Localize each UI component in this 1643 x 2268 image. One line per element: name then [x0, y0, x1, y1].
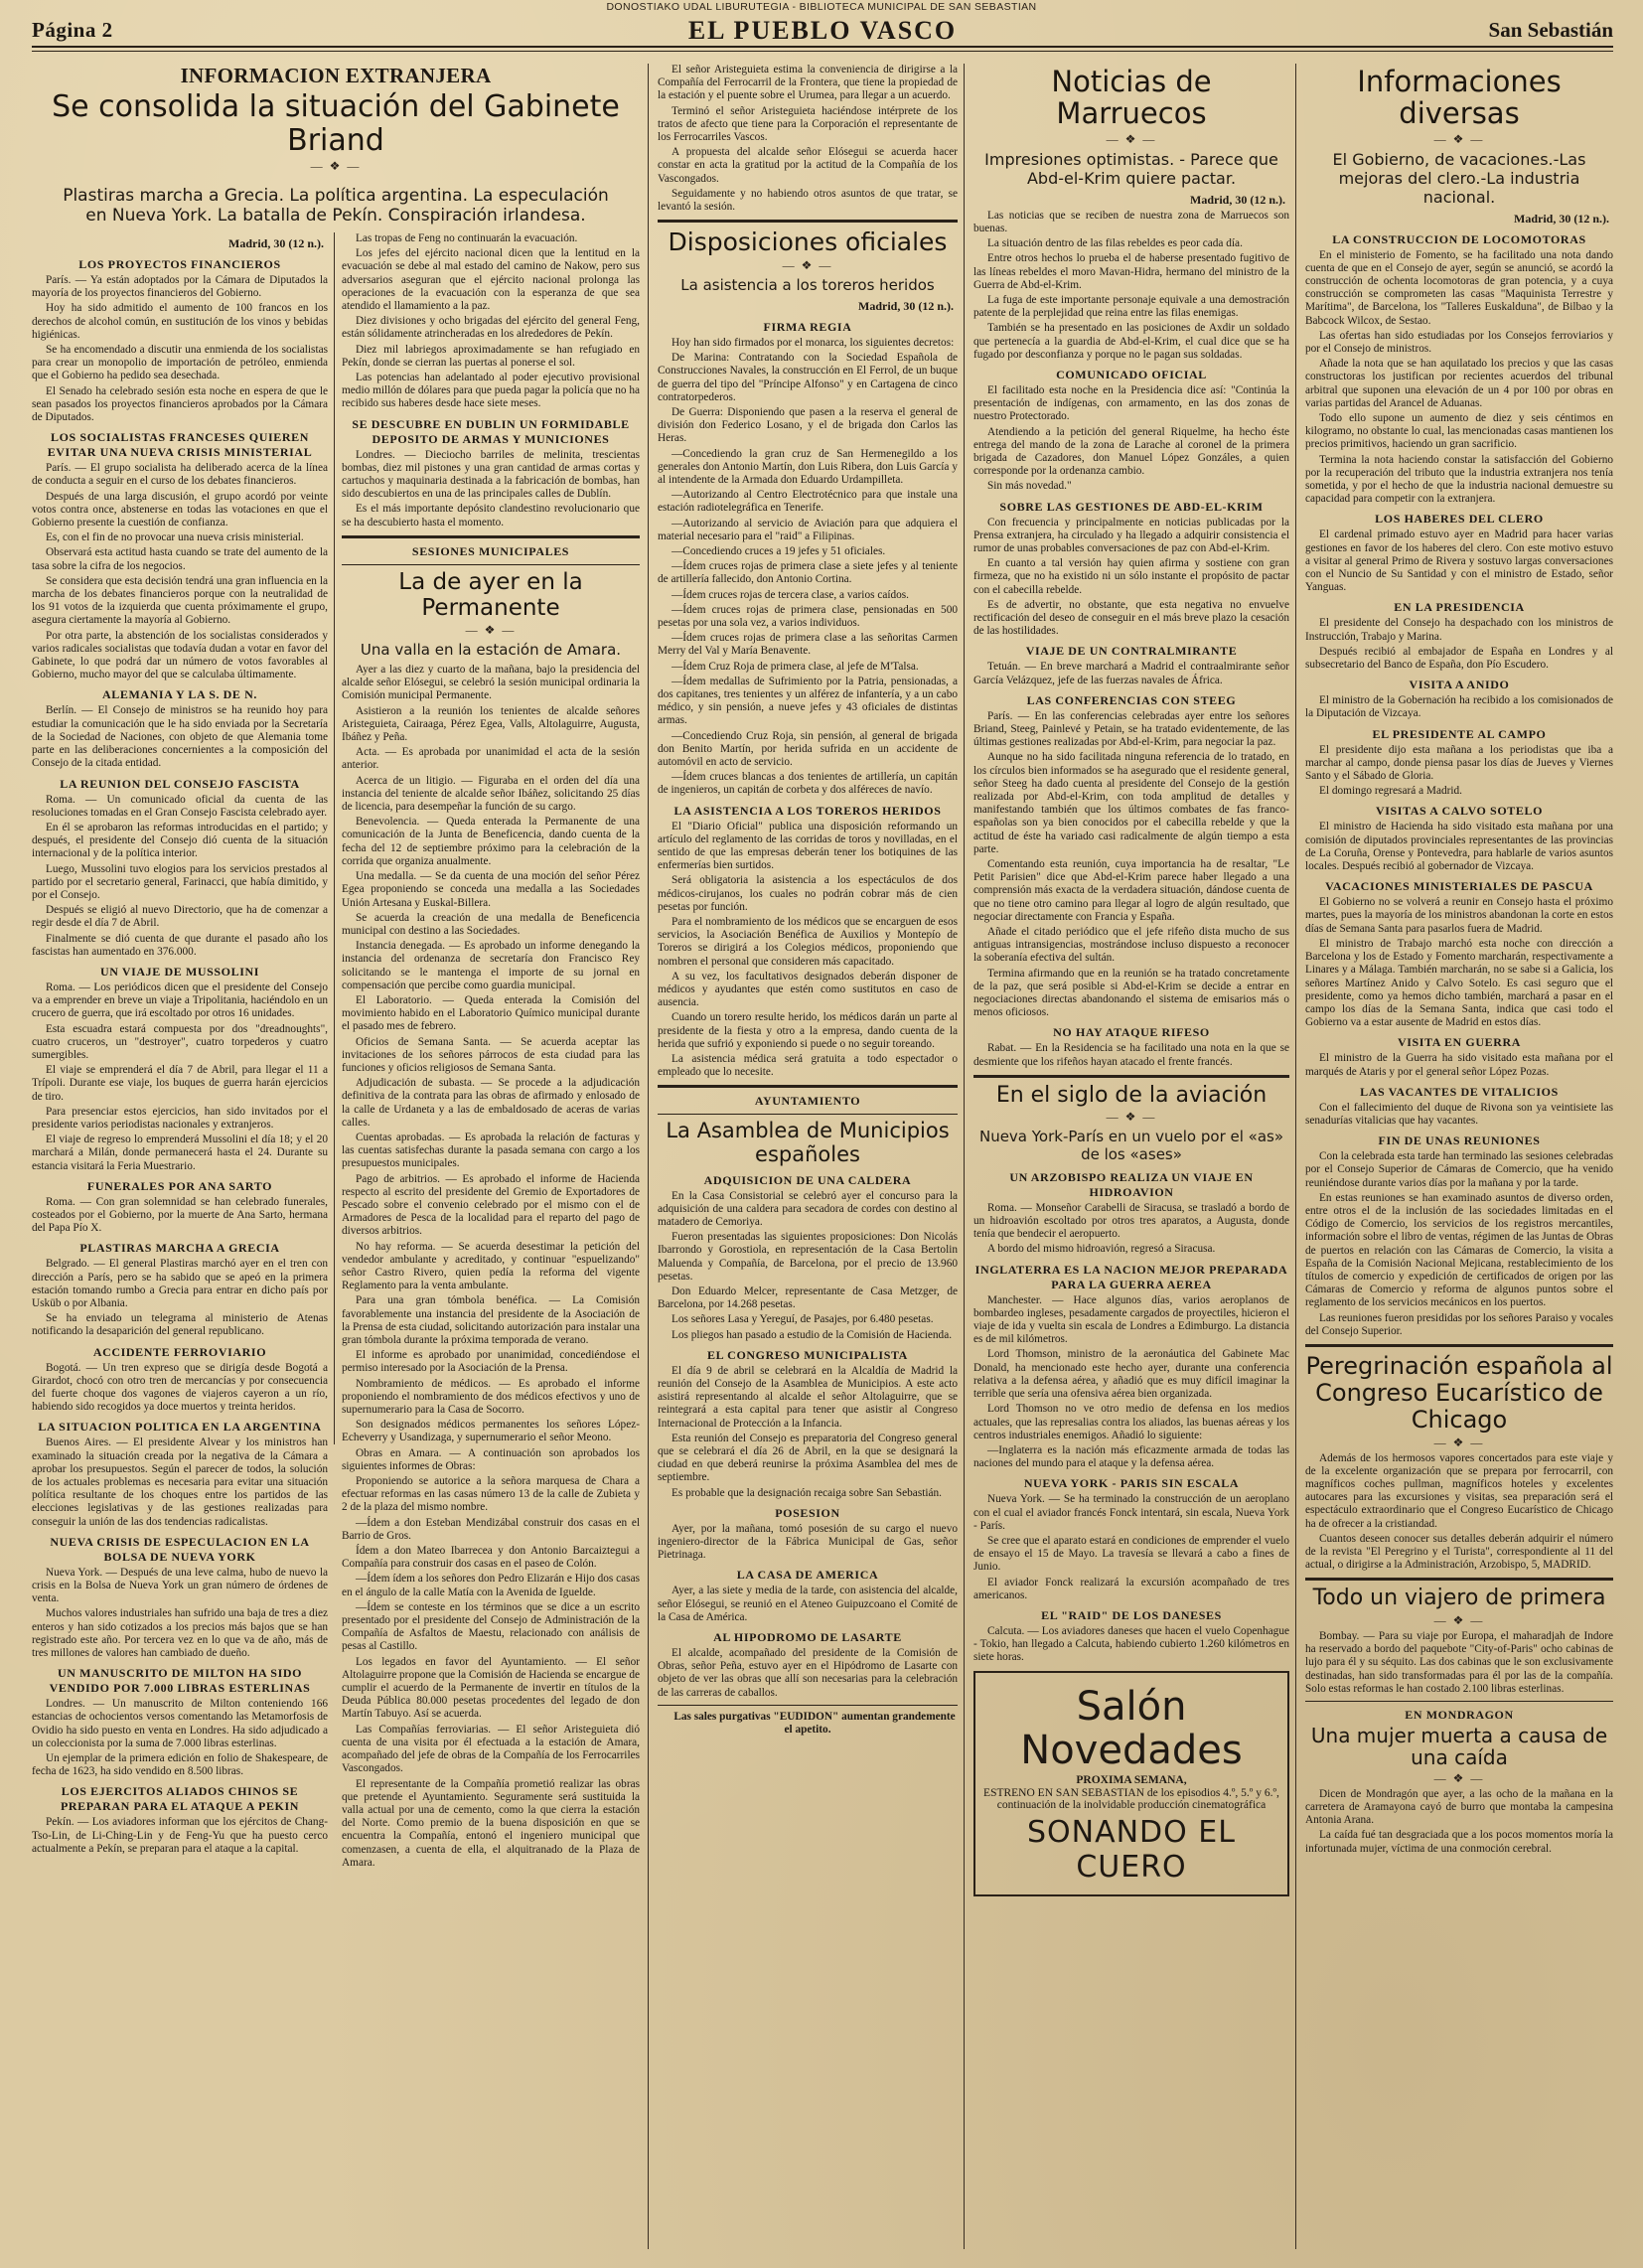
news-paragraph: Luego, Mussolini tuvo elogios para los servicios prestados al partido por el secretario general, Farinacci, que había dimitido, y por el Consejo. — [32, 862, 328, 901]
official-column — [658, 64, 958, 2249]
chicago-headline: Peregrinación española al Congreso Eucarístico de Chicago — [1305, 1351, 1613, 1434]
masthead-rule — [32, 51, 1613, 52]
news-paragraph: Las Compañías ferroviarias. — El señor Aristeguieta dió cuenta de una visita por él efectuada a la estación de Amara, acompañado del jefe de obras de la Compañía de los Ferrocarriles Vascongados. — [342, 1723, 640, 1775]
foreign-news-left — [32, 232, 328, 1855]
news-paragraph: El Laboratorio. — Queda enterada la Comisión del movimiento habido en el Laboratorio Químico municipal durante el pasado mes de febrero. — [342, 993, 640, 1033]
foreign-news-column — [32, 64, 640, 2249]
news-paragraph: En el ministerio de Fomento, se ha facilitado una nota dando cuenta de que en el Consejo de ayer, según se anunció, se acordó la construcción de ochenta locomotoras de gran potencia, y a cuya construcción se comprometen las casas "Maquinista Terrestre y Marítima", de Barcelona, los "Talleres Euskalduna", de Bilbao y la Babcock Wilcox, de Sestao. — [1305, 248, 1613, 327]
dateline: Madrid, 30 (12 n.). — [858, 298, 954, 313]
news-paragraph: Se acuerda la creación de una medalla de Beneficencia municipal con destino a las Sociedades. — [342, 911, 640, 937]
news-item-heading: VISITAS A CALVO SOTELO — [1375, 804, 1544, 819]
news-item-heading: VISITA A ANIDO — [1409, 678, 1510, 692]
section-rule — [658, 1705, 958, 1706]
news-paragraph: El señor Aristeguieta estima la conveniencia de dirigirse a la Compañía del Ferrocarril de la Frontera, que tiene la propiedad de la estación y el puente sobre el Urumea, para llegar a un acuerdo. — [658, 64, 958, 102]
news-paragraph: Termina la nota haciendo constar la satisfacción del Gobierno por la recuperación del tributo que la industria extranjera nos tenía sometida, y por el hecho de que la industria nacional demuestre su capacidad para competir con la extranjera. — [1305, 453, 1613, 506]
news-paragraph: Cuando un torero resulte herido, los médicos darán un parte al presidente de la fiesta y otro a la empresa, dando cuenta de la herida que sufrió y exponiendo si puede o no seguir toreando. — [658, 1011, 958, 1050]
news-paragraph: Las tropas de Feng no continuarán la evacuación. — [356, 232, 578, 244]
article-body — [1305, 1630, 1613, 1696]
news-paragraph: Hoy ha sido admitido el aumento de 100 francos en los derechos de alcohol común, en sustitución de los vinos y bebidas higiénicas. — [32, 302, 328, 341]
news-paragraph: El Senado ha celebrado sesión esta noche en espera de que le sean pasados los proyectos financieros aprobados por la Cámara de Diputados. — [32, 384, 328, 424]
news-paragraph: Finalmente se dió cuenta de que durante el pasado año los fascistas han aumentado en 376.000. — [32, 932, 328, 958]
news-paragraph: Será obligatoria la asistencia a los espectáculos de dos médicos-cirujanos, los cuales no podrán cobrar más de cien pesetas por función. — [658, 874, 958, 913]
advert-line: Las sales purgativas "EUDIDON" aumentan grandemente el apetito. — [673, 1710, 956, 1737]
news-item-heading: LAS VACANTES DE VITALICIOS — [1360, 1084, 1559, 1099]
section-rule — [658, 1114, 958, 1115]
article-body — [973, 1202, 1289, 1257]
news-paragraph: Además de los hermosos vapores concertados para este viaje y de la excelente organización que se prepara por ferrocarril, con magníficos coches pullman, magníficos hoteles y excelentes autocares para las excursiones y visitas, sea preparación será el espectáculo extraordinario que el Congreso Eucarístico de Chicago ha de ofrecer a la cristiandad. — [1305, 1451, 1613, 1530]
news-paragraph: Nueva York. — Después de una leve calma, hubo de nuevo la crisis en la Bolsa de Nueva York un gran número de órdenes de venta. — [32, 1566, 328, 1605]
news-item-heading: SE DESCUBRE EN DUBLIN UN FORMIDABLE DEPOSITO DE ARMAS Y MUNICIONES — [352, 416, 630, 446]
nyparis-head: NUEVA YORK - PARIS SIN ESCALA — [1023, 1476, 1240, 1491]
news-paragraph: Bombay. — Para su viaje por Europa, el maharadjah de Indore ha reservado a bordo del paquebote "City-of-Paris" ocho cabinas de lujo para él y su séquito. Las dos cabinas que le son exclusivamente destinadas, han sido transformadas para él por las de la compañía. Solo estas reformas le han costado 2.100 libras esterlinas. — [1305, 1630, 1613, 1695]
dateline: Madrid, 30 (12 n.). — [228, 236, 324, 250]
news-paragraph: La caída fué tan desgraciada que a los pocos momentos moría la infortunada mujer, víctima de una conmoción cerebral. — [1305, 1829, 1613, 1855]
news-paragraph: Fueron presentadas las siguientes proposiciones: Don Nicolás Ibarrondo y Gorostiola, en representación de la Casa Bertolin Maluenda y Compañía, de Barcelona, por el precio de 13.960 pesetas. — [658, 1231, 958, 1283]
column-rule — [648, 64, 649, 2249]
ornament: — ❖ — — [465, 623, 517, 638]
masthead — [32, 16, 1613, 48]
news-paragraph: Se considera que esta decisión tendrá una gran influencia en la marcha de los debates financieros porque con la neutralidad de los 91 votos de la izquierda que cuenta próximamente el grupo, asegura ciertamente la mayoría al Gobierno. — [32, 574, 328, 627]
morocco-subhead: Impresiones optimistas. - Parece que Abd-el-Krim quiere pactar. — [984, 149, 1278, 188]
news-item-heading: LOS HABERES DEL CLERO — [1375, 512, 1544, 527]
news-paragraph: —Ídem cruces rojas de primera clase a siete jefes y al teniente de artillería fallecido, don Antonio Cortina. — [658, 560, 958, 586]
section-rule — [1305, 1344, 1613, 1347]
cinema-advert — [973, 1671, 1289, 1896]
news-paragraph: El informe es aprobado por unanimidad, concediéndose el permiso interesado por la Asociación de la Prensa. — [342, 1349, 640, 1375]
ornament: — ❖ — — [1433, 131, 1485, 146]
news-paragraph: Después recibió al embajador de España en Londres y al subsecretario del Banco de España, don Pío Escudero. — [1305, 645, 1613, 672]
news-paragraph: Pekín. — Los aviadores informan que los ejércitos de Chang-Tso-Lin, de Li-Ching-Lin y de Feng-Yu que ha puesto cerco actualmente a Pekín, se preparan para el ataque a la capital. — [32, 1816, 328, 1855]
news-paragraph: Lord Thomson, ministro de la aeronáutica del Gabinete Mac Donald, ha mencionado este hecho ayer, durante una conferencia relativa a la defensa aérea, y añadió que es muy difícil imaginar la terrible que sería una ofensiva aérea bien organizada. — [973, 1348, 1289, 1401]
news-item-heading: PLASTIRAS MARCHA A GRECIA — [79, 1241, 280, 1256]
article-body — [1305, 1788, 1613, 1856]
news-paragraph: El aviador Fonck realizará la excursión acompañado de tres americanos. — [973, 1576, 1289, 1601]
news-paragraph: Observará esta actitud hasta cuando se trate del aumento de la tasa sobre la cifra de los negocios. — [32, 546, 328, 572]
news-paragraph: Una medalla. — Se da cuenta de una moción del señor Pérez Egea proponiendo se conceda una medalla a las Sociedades Unión Artesana y Euskal-Billera. — [342, 870, 640, 909]
news-item-heading: ALEMANIA Y LA S. DE N. — [102, 687, 257, 702]
news-paragraph: Nueva York. — Se ha terminado la construcción de un aeroplano con el cual el aviador francés Fonck intentará, sin escala, Nueva York - París. — [973, 1493, 1289, 1532]
news-paragraph: Para una gran tómbola benéfica. — La Comisión favorablemente una instancia del presidente de la Asociación de la Prensa de esta ciudad, solicitando autorización para instalar una gran tómbola durante la próxima temporada de verano. — [342, 1294, 640, 1346]
news-paragraph: A propuesta del alcalde señor Elósegui se acuerda hacer constar en acta la gratitud por la actitud de la Compañía de los Vascongados. — [658, 146, 958, 185]
news-paragraph: Berlín. — El Consejo de ministros se ha reunido hoy para estudiar la comunicación que le ha sido enviada por la Secretaría de la Sociedad de Naciones, con objeto de que Alemania tome parte en las deliberaciones concernientes a la composición del Consejo de la citada entidad. — [32, 704, 328, 770]
columns — [32, 64, 1613, 2249]
morocco-headline: Noticias de Marruecos — [1051, 65, 1212, 131]
news-item-heading: VISITA EN GUERRA — [1397, 1035, 1522, 1050]
news-paragraph: Los jefes del ejército nacional dicen que la lentitud en la evacuación se debe al mal estado del camino de Nakow, pero sus adversarios aseguran que el ejército nacional prolonga las operaciones de la evacuación con la esperanza de que sea atendido el llamamiento a la paz. — [342, 247, 640, 313]
news-paragraph: —Ídem Cruz Roja de primera clase, al jefe de M'Talsa. — [672, 660, 919, 673]
article-body — [32, 257, 328, 1856]
news-item-heading: LA SITUACION POLITICA EN LA ARGENTINA — [38, 1420, 322, 1435]
congreso-head: EL CONGRESO MUNICIPALISTA — [707, 1347, 908, 1362]
news-paragraph: Aunque no ha sido facilitada ninguna referencia de lo tratado, en los círculos bien informados se ha asegurado que el residente general, señor Steeg ha dado cuenta al presidente del Consejo de la gestión realizada por Abd-el-Krim, con toda amplitud de detalles y manifestando también que los últimos combates de fas franco-españolas son ya bien conocidos por el cabecilla rebelde y que la actitud de éste ha variado casi radicalmente de algún tiempo a esta parte. — [973, 751, 1289, 855]
oficial-head: COMUNICADO OFICIAL — [1056, 367, 1207, 381]
municipal-tag: SESIONES MUNICIPALES — [411, 543, 570, 558]
news-paragraph: El facilitado esta noche en la Presidencia dice así: "Continúa la presentación de indígenas, con armamento, en las dos zonas de nuestro Protectorado. — [973, 383, 1289, 423]
news-paragraph: París. — En las conferencias celebradas ayer entre los señores Briand, Steeg, Painlevé y Petain, se ha tratado evidentemente, de las últimas gestiones realizadas por Abd-el-Krim, para negociar la paz. — [973, 709, 1289, 749]
news-item-heading: UN VIAJE DE MUSSOLINI — [99, 964, 260, 979]
article-body — [1305, 1452, 1613, 1573]
news-paragraph: Acerca de un litigio. — Figuraba en el orden del día una instancia del teniente de alcalde señor Ibáñez, solicitando 25 días de licencia, para desempeñar la función de su cargo. — [342, 774, 640, 814]
article-body — [658, 337, 958, 798]
news-paragraph: Terminó el señor Aristeguieta haciéndose intérprete de los tratos de afecto que tiene para la Corporación el representante de los Ferrocarriles Vascos. — [658, 104, 958, 144]
news-paragraph: El ministro de la Gobernación ha recibido a los comisionados de la Diputación de Vizcaya. — [1305, 694, 1613, 720]
caldera-head: ADQUISICION DE UNA CALDERA — [703, 1172, 912, 1187]
news-paragraph: Diez divisiones y ocho brigadas del ejército del general Feng, están sólidamente atrincheradas en los alrededores de Pekín. — [342, 315, 640, 341]
posesion-head: POSESION — [775, 1505, 840, 1520]
news-paragraph: Ayer, por la mañana, tomó posesión de su cargo el nuevo ingeniero-director de la Fábrica Municipal de Gas, señor Pietrinaga. — [658, 1522, 958, 1562]
article-body — [342, 232, 640, 529]
news-paragraph: Atendiendo a la petición del general Riquelme, ha hecho éste entrega del mando de la zona de Larache al coronel de la primera brigada de Cazadores, don Manuel López Gonzáles, a quien corresponde por la ordenanza cambio. — [973, 425, 1289, 478]
news-paragraph: Seguidamente y no habiendo otros asuntos de que tratar, se levantó la sesión. — [658, 187, 958, 214]
news-item-heading: LOS PROYECTOS FINANCIEROS — [78, 257, 281, 271]
news-paragraph: Las ofertas han sido estudiadas por los Consejos ferroviarios y por el Consejo de ministros. — [1305, 329, 1613, 355]
news-paragraph: Adjudicación de subasta. — Se procede a la adjudicación definitiva de la contrata para las obras de afirmado y enlosado de la calle de Urdaneta y a las de embaldosado de aceras de varias calles. — [342, 1077, 640, 1129]
news-paragraph: Roma. — Los periódicos dicen que el presidente del Consejo va a emprender en breve un viaje a Tripolitania, haciéndolo en un crucero de guerra, que irá escoltado por otros 16 unidades. — [32, 981, 328, 1020]
news-paragraph: Se ha enviado un telegrama al ministerio de Atenas notificando la desaparición del general republicano. — [32, 1312, 328, 1338]
news-item-heading: LOS EJERCITOS ALIADOS CHINOS SE PREPARAN PARA EL ATAQUE A PEKIN — [60, 1784, 300, 1814]
newspaper-title: EL PUEBLO VASCO — [687, 16, 958, 45]
news-paragraph: Los señores Lasa y Yereguí, de Pasajes, por 6.480 pesetas. — [672, 1313, 934, 1326]
news-paragraph: Rabat. — En la Residencia se ha facilitado una nota en la que se desmiente que los rifeños hayan atacado el frente francés. — [973, 1042, 1289, 1068]
news-paragraph: Calcuta. — Los aviadores daneses que hacen el vuelo Copenhague - Tokio, han llegado a Calcuta, habiendo cubierto 1.260 kilómetros en siete horas. — [973, 1624, 1289, 1664]
section-rule — [1305, 1578, 1613, 1581]
news-item-heading: VACACIONES MINISTERIALES DE PASCUA — [1325, 879, 1593, 894]
news-paragraph: No hay reforma. — Se acuerda desestimar la petición del vendedor ambulante y acreditado, y continuar "espuelizando" señor Castro Rivero, quien pedía la reforma del vigente Reglamento para la venta ambulante. — [342, 1240, 640, 1292]
news-paragraph: Lord Thomson no ve otro medio de defensa en los medios actuales, que las represalias contra los aliados, las buenas aéreas y los centros industriales enemigos. Añadió lo siguiente: — [973, 1403, 1289, 1441]
ornament: — ❖ — — [1433, 1613, 1485, 1628]
news-paragraph: —Ídem se conteste en los términos que se dice a un escrito presentado por el presidente del Consejo de Administración de la Compañía de Asfaltos de Maestu, relacionado con análisis de pesas al Castillo. — [342, 1600, 640, 1653]
news-paragraph: Son designados médicos permanentes los señores López-Echeverry y Usandizaga, y supernumerario el señor Meono. — [342, 1419, 640, 1444]
article-body — [658, 1523, 958, 1563]
news-paragraph: —Ídem cruces rojas de primera clase a las señoritas Carmen Merry del Val y María Benavente. — [658, 632, 958, 658]
advert-title: Salón Novedades — [1020, 1683, 1243, 1773]
article-body — [658, 1647, 958, 1700]
ornament: — ❖ — — [310, 159, 362, 174]
news-paragraph: Con el fallecimiento del duque de Rivona son ya veintisiete las senadurías vitalicias que hay vacantes. — [1305, 1101, 1613, 1127]
news-paragraph: Benevolencia. — Queda enterada la Permanente de una comunicación de la Junta de Beneficencia, dando cuenta de la fecha del 12 de septiembre próximo para la celebración de la corrida que organiza anualmente. — [342, 816, 640, 867]
advert-line: ESTRENO EN SAN SEBASTIAN de los episodios 4.º, 5.º y 6.º, continuación de la inolvidable producción cinematográfica — [983, 1786, 1279, 1811]
news-paragraph: Se ha encomendado a discutir una enmienda de los socialistas para crear un monopolio de importación de petróleo, enmienda que el Gobierno ha pedido sea desechada. — [32, 344, 328, 382]
section-title: INFORMACION EXTRANJERA — [180, 64, 492, 87]
news-paragraph: Ayer a las diez y cuarto de la mañana, bajo la presidencia del alcalde señor Elósegui, se celebró la sesión municipal ordinaria la Comisión municipal Permanente. — [342, 664, 640, 702]
various-headline: Informaciones diversas — [1357, 65, 1562, 131]
news-paragraph: El ministro de Trabajo marchó esta noche con dirección a Barcelona y los de Estado y Fomento marcharán, respectivamente a Linares y a Málaga. También marcharán, no se sabe si a Galicia, los señores Martínez Anido y Calvo Sotelo. Es casi seguro que el presidente, como ya hemos dicho también, marchará a pasar en el campo los días de la Semana Santa, indica que casi todo el Gobierno va a estar ausente de Madrid en estos días. — [1305, 937, 1613, 1029]
dateline: Madrid, 30 (12 n.). — [1190, 192, 1285, 207]
news-paragraph: Cuentas aprobadas. — Es aprobada la relación de facturas y las cuentas satisfechas durante la pasada semana con cargo a los presupuestos municipales. — [342, 1131, 640, 1170]
hipodromo-head: AL HIPODROMO DE LASARTE — [713, 1630, 902, 1644]
news-item-heading: ACCIDENTE FERROVIARIO — [92, 1344, 267, 1359]
news-paragraph: El día 9 de abril se celebrará en la Alcaldía de Madrid la reunión del Consejo de la Asamblea de Municipios. A este acto asistirá representando al alcalde el señor Altolaguirre, que se reintegrará a esta capital para tener que asistir al Congreso Internacional de Protección a la Infancia. — [658, 1364, 958, 1430]
news-item-heading: LA REUNION DEL CONSEJO FASCISTA — [60, 776, 300, 791]
news-item-heading: EN LA PRESIDENCIA — [1394, 600, 1525, 615]
article-body — [973, 384, 1289, 494]
news-paragraph: Londres. — Dieciocho barriles de melinita, trescientas bombas, diez mil pistones y una gran cantidad de armas cortas y cartuchos y maquinaria destinada a la fabricación de bombas, han sido descubiertos en una de las principales calles de Dublín. — [342, 448, 640, 501]
news-paragraph: Es el más importante depósito clandestino revolucionario que se ha descubierto hasta el momento. — [342, 503, 640, 529]
inglaterra-head: INGLATERRA ES LA NACION MEJOR PREPARADA PARA LA GUERRA AEREA — [974, 1262, 1288, 1291]
news-paragraph: —Ídem cruces blancas a dos tenientes de artillería, un capitán de ingenieros, un capitán de corbeta y dos alféreces de navío. — [658, 771, 958, 797]
news-item-heading: LOS SOCIALISTAS FRANCESES QUIEREN EVITAR UNA NUEVA CRISIS MINISTERIAL — [47, 430, 313, 460]
news-paragraph: El domingo regresará a Madrid. — [1319, 785, 1462, 798]
official-subhead: La asistencia a los toreros heridos — [680, 276, 935, 295]
news-item-heading: EL PRESIDENTE AL CAMPO — [1372, 726, 1547, 741]
column-rule — [334, 232, 335, 1444]
news-paragraph: —Ídem medallas de Sufrimiento por la Patria, pensionadas, a dos capitanes, tres tenientes y un alférez de infantería, y a un cabo médico, y sin pensión, a nueve jefes y 43 oficiales de distintas armas. — [658, 675, 958, 727]
news-paragraph: Con frecuencia y principalmente en noticias publicadas por la Prensa extranjera, ha circulado y ha llegado a adquirir consistencia el rumor de unas probables conversaciones de paz con Abd-el-Krim. — [973, 516, 1289, 554]
news-paragraph: Ayer, a las siete y media de la tarde, con asistencia del alcalde, señor Elósegui, se reunió en el Ateneo Guipuzcoano el Comité de la Casa de América. — [658, 1585, 958, 1623]
viaje-head: VIAJE DE UN CONTRALMIRANTE — [1025, 644, 1238, 659]
news-paragraph: La situación dentro de las filas rebeldes es peor cada día. — [987, 237, 1243, 250]
section-rule — [342, 564, 640, 565]
news-paragraph: Belgrado. — El general Plastiras marchó ayer en el tren con dirección a París, pero se ha sabido que se apeó en la primera estación tomando rumbo a Grecia para entrar en dicho país por Usküb o por Albania. — [32, 1258, 328, 1309]
news-paragraph: —Autorizando al servicio de Aviación para que adquiera el material necesario para el "raid" a Filipinas. — [658, 517, 958, 542]
ornament: — ❖ — — [1106, 1110, 1157, 1125]
gestiones-head: SOBRE LAS GESTIONES DE ABD-EL-KRIM — [999, 499, 1264, 514]
news-paragraph: Londres. — Un manuscrito de Milton conteniendo 166 estancias de ochocientos versos comentando las Metamorfosis de Ovidio ha sido puesto en venta en Londres. Ha sido adjudicado a un coleccionista por la suma de 7.000 libras esterlinas. — [32, 1698, 328, 1749]
page-number: Página 2 — [32, 18, 113, 42]
firma-head: FIRMA REGIA — [763, 319, 852, 334]
news-paragraph: Es, con el fin de no provocar una nueva crisis ministerial. — [46, 531, 304, 544]
mujer-headline: Una mujer muerta a causa de una caída — [1310, 1724, 1608, 1770]
news-paragraph: El presidente dijo esta mañana a los periodistas que iba a marchar al campo, donde piensa pasar los días de Jueves y Viernes Santo y el Sábado de Gloria. — [1305, 743, 1613, 783]
column-rule — [964, 64, 965, 2249]
news-paragraph: El ministro de la Guerra ha sido visitado esta mañana por el marqués de Ataris y por el general señor López Pozas. — [1305, 1052, 1613, 1078]
news-paragraph: Para el nombramiento de los médicos que se encarguen de esos servicios, la Asociación Benéfica de Auxilios y Montepío de Toreros se dirigirá a los Colegios médicos, proponiendo que nombren el personal que consideren más capacitado. — [658, 916, 958, 968]
advert-line: PROXIMA SEMANA, — [1076, 1773, 1187, 1786]
news-item-heading: FUNERALES POR ANA SARTO — [86, 1178, 273, 1193]
section-rule — [973, 1075, 1289, 1078]
municipal-headline: La de ayer en la Permanente — [398, 568, 583, 621]
news-paragraph: El "Diario Oficial" publica una disposición reformando un artículo del reglamento de las corridas de toros y novilladas, en el sentido de que las empresas deberán tener los botiquines de las enfermerías bien surtidos. — [658, 820, 958, 872]
news-paragraph: —Autorizando al Centro Electrotécnico para que instale una estación radiotelegráfica en Tenerife. — [658, 489, 958, 515]
news-item-heading: FIN DE UNAS REUNIONES — [1378, 1134, 1541, 1148]
ayuntamiento-tag: AYUNTAMIENTO — [754, 1094, 861, 1109]
america-head: LA CASA DE AMERICA — [736, 1568, 879, 1583]
news-paragraph: —Concediendo cruces a 19 jefes y 51 oficiales. — [672, 544, 886, 557]
advert-feature: SONANDO EL CUERO — [1027, 1814, 1236, 1885]
news-paragraph: Instancia denegada. — Es aprobado un informe denegando la instancia del ordenanza de secretaría don Francisco Rey solicitando se le mantenga el importe de su jornal en compensación que percibe como guardia municipal. — [342, 940, 640, 991]
news-paragraph: Para presenciar estos ejercicios, han sido invitados por el presidente varios periodistas nacionales y extranjeros. — [32, 1105, 328, 1131]
conferencias-head: LAS CONFERENCIAS CON STEEG — [1026, 692, 1237, 707]
article-body — [342, 664, 640, 1870]
viajero-headline: Todo un viajero de primera — [1312, 1586, 1606, 1611]
article-body — [658, 821, 958, 1080]
article-body — [658, 64, 958, 214]
city-label: San Sebastián — [1488, 18, 1613, 42]
news-paragraph: Buenos Aires. — El presidente Alvear y los ministros han examinado la situación creada por la negativa de la Cámara a aprobar los presupuestos. Según el parecer de todos, la solución de los actuales problemas es necesaria para evitar una situación política resultante de los choques entre los partidos de las elecciones legislativas y de las gestiones realizadas para conseguir la unión de las dos tendencias radicalistas. — [32, 1436, 328, 1528]
news-paragraph: Las noticias que se reciben de nuestra zona de Marruecos son buenas. — [973, 209, 1289, 234]
news-paragraph: A su vez, los facultativos designados deberán disponer de médicos y ayudantes que estén como sustitutos en caso de ausencia. — [658, 970, 958, 1009]
news-paragraph: —Concediendo Cruz Roja, sin pensión, al general de brigada don Benito Martín, por herida sufrida en un accidente de automóvil en acto de servicio. — [658, 729, 958, 769]
news-paragraph: Roma. — Con gran solemnidad se han celebrado funerales, costeados por el Gobierno, por la muerte de Ana Sarto, hermana del Papa Pío X. — [32, 1195, 328, 1235]
ornament: — ❖ — — [1433, 1435, 1485, 1449]
section-rule — [658, 220, 958, 223]
news-paragraph: Entre otros hechos lo prueba el de haberse presentado fugitivo de las líneas rebeldes el moro Mavan-Hidra, hermano del ministro de la Guerra de Abd-el-Krim. — [973, 252, 1289, 291]
news-paragraph: —Concediendo la gran cruz de San Hermenegildo a los generales don Antonio Martín, don Luis Ribera, don Luis García y al intendente de la Armada don Eduardo Urdampilleta. — [658, 447, 958, 486]
article-body — [973, 710, 1289, 1020]
daneses-head: EL "RAID" DE LOS DANESES — [1041, 1607, 1222, 1622]
aviation-subhead: Nueva York-París en un vuelo por el «as» de los «ases» — [978, 1128, 1284, 1164]
news-paragraph: Asistieron a la reunión los tenientes de alcalde señores Aristeguieta, Cairaaga, Pérez Egea, Valls, Altolaguirre, Augusta, Ibáñez y Peña. — [342, 704, 640, 744]
article-body — [973, 1042, 1289, 1068]
news-paragraph: Añade el citado periódico que el jefe rifeño dista mucho de sus antiguas intransigencias, mostrándose incluso dispuesto a reconocer la soberanía efectiva del sultán. — [973, 926, 1289, 965]
hidroavion-head: UN ARZOBISPO REALIZA UN VIAJE EN HIDROAVION — [1009, 1169, 1254, 1199]
news-paragraph: Nombramiento de médicos. — Es aprobado el informe proponiendo el nombramiento de dos médicos efectivos y uno de supernumerario para la Casa de Socorro. — [342, 1377, 640, 1417]
news-paragraph: Es de advertir, no obstante, que esta negativa no envuelve rectificación del deseo de conseguir en el más breve plazo la cesación de las hostilidades. — [973, 598, 1289, 638]
news-paragraph: La asistencia médica será gratuita a todo espectador o empleado que lo necesite. — [658, 1053, 958, 1079]
news-paragraph: París. — Ya están adoptados por la Cámara de Diputados la mayoría de los proyectos financieros del Gobierno. — [32, 274, 328, 300]
ornament: — ❖ — — [1433, 1770, 1485, 1785]
news-paragraph: Por otra parte, la abstención de los socialistas considerados y varios radicales socialistas que todavía dudan a votar en favor del Gabinete, lo que podrá dar un número de votos favorables al Gobierno, mucho mayor del que se calculaba últimamente. — [32, 629, 328, 681]
article-body — [973, 210, 1289, 362]
news-paragraph: Cuantos deseen conocer sus detalles deberán adquirir el número de la revista "El Peregrino y el Turista", correspondiente al 11 del actual, o dirigirse a la Administración, Arzobispo, 5, MADRID. — [1305, 1532, 1613, 1572]
news-paragraph: Roma. — Monseñor Carabelli de Siracusa, se trasladó a bordo de un hidroavión escoltado por otros tres aparatos, a Augusta, donde tenía que bendecir el aeropuerto. — [973, 1201, 1289, 1241]
news-paragraph: Roma. — Un comunicado oficial da cuenta de las resoluciones tomadas en el Gran Consejo Fascista celebrado ayer. — [32, 793, 328, 819]
article-subhead: Plastiras marcha a Grecia. La política argentina. La especulación en Nueva York. La batalla de Pekín. Conspiración irlandesa. — [63, 186, 609, 227]
dateline: Madrid, 30 (12 n.). — [1514, 211, 1609, 226]
news-paragraph: Termina afirmando que en la reunión se ha tratado concretamente de la paz, que será posible si Abd-el-Krim se decide a entrar en negociaciones directas abandonando el sistema de emisarios más o menos oficiosos. — [973, 967, 1289, 1019]
column-rule — [1295, 64, 1296, 2249]
news-paragraph: Dicen de Mondragón que ayer, a las ocho de la mañana en la carretera de Aramayona cayó de burro que montaba la campesina Antonia Arana. — [1305, 1787, 1613, 1827]
foreign-news-right — [342, 232, 640, 1869]
morocco-column — [973, 64, 1289, 2249]
news-paragraph: Hoy han sido firmados por el monarca, los siguientes decretos: — [672, 336, 955, 349]
news-paragraph: El viaje se emprenderá el día 7 de Abril, para llegar el 11 a Trípoli. Durante ese viaje, los buques de guerra harán ejercicios de tiro. — [32, 1064, 328, 1103]
news-paragraph: El representante de la Compañía prometió realizar las obras que pretende el Ayuntamiento. Seguramente será sustituida la valla actual por una de cemento, como la que cierra la estación del Norte. Como premio de la buena disposición en que se encuentra la Compañía, entonó el ingeniero municipal que comenzasen, a cuenta de ella, el alquitranado de la Plaza de Amara. — [342, 1777, 640, 1869]
news-paragraph: Proponiendo se autorice a la señora marquesa de Chara a efectuar reformas en las casas número 13 de la calle de Zubieta y 2 de la plaza del mismo nombre. — [342, 1475, 640, 1514]
news-paragraph: El Gobierno no se volverá a reunir en Consejo hasta el próximo martes, pues la mayoría de los ministros abandonan la corte en estos días de Semana Santa para pasarlos fuera de Madrid. — [1305, 896, 1613, 935]
article-body — [973, 1294, 1289, 1471]
news-paragraph: Se cree que el aparato estará en condiciones de emprender el vuelo de ensayo el 15 de Mayo. La travesía se llevará a cabo a fines de Junio. — [973, 1534, 1289, 1574]
section-rule — [342, 535, 640, 538]
mondragon-head: EN MONDRAGON — [1405, 1708, 1514, 1723]
news-paragraph: Añade la nota que se han aquilatado los precios y que las casas constructoras los justifican por recientes acuerdos del tribunal arbitral que suponen una elevación de un 4 por 100 por obras en varias partidas del Arancel de Aduanas. — [1305, 358, 1613, 409]
aviation-headline: En el siglo de la aviación — [995, 1082, 1268, 1108]
article-body — [658, 1365, 958, 1500]
news-paragraph: En estas reuniones se han examinado asuntos de diverso orden, entre otros el de la inclusión de las sociedades limitadas en el Código de Comercio, los servicios de los registros mercantiles, información sobre el libro de ventas, régimen de las Juntas de Obras de puertos en relación con las Cámaras de Comercio, la visita a España de la Comisión Nacional Mejicana, restablecimiento de los títulos de comercio y expedición de certificados de origen por las Cámaras de Comercio y reforma de algunos puntos sobre el reglamento de los servicios mecánicos en los puertos. — [1305, 1191, 1613, 1309]
news-paragraph: Muchos valores industriales han sufrido una baja de tres a diez enteros y han sido cotizados a los precios más bajos que se han registrado este año. Por tercera vez en lo que va de año, más de tres millones de valores han cambiado de dueño. — [32, 1607, 328, 1660]
news-item-heading: LA CONSTRUCCION DE LOCOMOTORAS — [1332, 231, 1586, 246]
news-item-heading: NUEVA CRISIS DE ESPECULACION EN LA BOLSA DE NUEVA YORK — [50, 1534, 310, 1564]
various-column — [1305, 64, 1613, 2249]
news-paragraph: Pago de arbitrios. — Es aprobado el informe de Hacienda respecto al escrito del presidente del Gremio de Exportadores de Pescado sobre el convenio celebrado por el mismo con el de Armadores de Pesca de la localidad para el reparto del pago de diversos arbitrios. — [342, 1172, 640, 1238]
news-paragraph: —Ídem a don Esteban Mendizábal construir dos casas en el Barrio de Gros. — [342, 1516, 640, 1542]
article-body — [658, 1585, 958, 1624]
news-paragraph: Bogotá. — Un tren expreso que se dirigía desde Bogotá a Girardot, chocó con otro tren de mercancías y por consecuencia del fuerte choque dos vagones de viajeros cayeron a un río, habiendo sido recogidos ya doce muertos y treinta heridos. — [32, 1361, 328, 1414]
news-paragraph: —Ídem cruces rojas de tercera clase, a varios caídos. — [672, 588, 909, 601]
news-paragraph: Las reuniones fueron presididas por los señores Paraiso y vocales del Consejo Superior. — [1305, 1311, 1613, 1337]
news-paragraph: En la Casa Consistorial se celebró ayer el concurso para la adquisición de una caldera para secadora de cordes con destino al matadero de Cemoriya. — [658, 1189, 958, 1228]
foreign-news-body — [32, 232, 640, 1869]
article-headline: Se consolida la situación del Gabinete Briand — [52, 89, 620, 158]
rifeso-head: NO HAY ATAQUE RIFESO — [1053, 1025, 1210, 1040]
article-body — [973, 1493, 1289, 1602]
article-body — [973, 661, 1289, 686]
news-paragraph: El cardenal primado estuvo ayer en Madrid para hacer varias gestiones en favor de los haberes del clero. Con este motivo estuvo a visitar al general Primo de Rivera y sostuvo largas conversaciones con el Nuncio de Su Santidad y con el ministro de Estado, señor Yanguas. — [1305, 529, 1613, 594]
news-paragraph: Acta. — Es aprobada por unanimidad el acta de la sesión anterior. — [342, 746, 640, 772]
news-paragraph: Tetuán. — En breve marchará a Madrid el contraalmirante señor García Velázquez, jefe de las fuerzas navales de África. — [973, 661, 1289, 686]
news-paragraph: Oficios de Semana Santa. — Se acuerda aceptar las invitaciones de los señores párrocos de esta ciudad para las funciones y oficios religiosos de Semana Santa. — [342, 1035, 640, 1074]
toreros-head: LA ASISTENCIA A LOS TOREROS HERIDOS — [673, 803, 942, 818]
news-paragraph: A bordo del mismo hidroavión, regresó a Siracusa. — [987, 1243, 1216, 1256]
news-paragraph: Sin más novedad." — [987, 480, 1072, 493]
news-paragraph: Esta reunión del Consejo es preparatoria del Congreso general que se celebrará el día 26 de Abril, en la que se designará la ciudad en que deberá reunirse la próxima Asamblea del mes de septiembre. — [658, 1432, 958, 1484]
news-paragraph: Los pliegos han pasado a estudio de la Comisión de Hacienda. — [672, 1328, 953, 1341]
ornament: — ❖ — — [782, 258, 833, 273]
article-body — [973, 517, 1289, 639]
news-paragraph: También se ha presentado en las posiciones de Axdir un soldado que pertenecía a la guardia de Abd-el-Krim, el cual dice que se ha fugado por desconfianza y porque no le pagan sus soldadas. — [973, 322, 1289, 361]
news-paragraph: El presidente del Consejo ha despachado con los ministros de Instrucción, Trabajo y Marina. — [1305, 617, 1613, 643]
official-headline: Disposiciones oficiales — [668, 227, 948, 257]
news-paragraph: Diez mil labriegos aproximadamente se han refugiado en Pekín, donde se cierran las puertas al ponerse el sol. — [342, 343, 640, 369]
news-paragraph: Ídem a don Mateo Ibarrecea y don Antonio Barcaiztegui a Compañía para construir dos casas en el paseo de Colón. — [342, 1545, 640, 1571]
news-paragraph: Es probable que la designación recaiga sobre San Sebastián. — [672, 1486, 942, 1499]
news-paragraph: —Inglaterra es la nación más eficazmente armada de todas las naciones del mundo para el ataque y la defensa aérea. — [973, 1443, 1289, 1470]
news-paragraph: De Marina: Contratando con la Sociedad Española de Construcciones Navales, la construcción en El Ferrol, de un buque de guerra del tipo del "Príncipe Alfonso" y en Cartagena de cinco contratorpederos. — [658, 352, 958, 403]
news-paragraph: La fuga de este importante personaje equivale a una demostración patente de la perplejidad que reina entre las filas enemigas. — [973, 293, 1289, 320]
news-paragraph: Manchester. — Hace algunos días, varios aeroplanos de bombardeo ingleses, pesadamente cargados de proyectiles, hicieron el viaje de ida y vuelta sin escala de Londres a Edimburgo. La distancia es de mil kilómetros. — [973, 1293, 1289, 1346]
municipal-subhead: Una valla en la estación de Amara. — [360, 641, 622, 660]
ornament: — ❖ — — [1106, 131, 1157, 146]
article-body — [658, 1190, 958, 1342]
news-paragraph: El alcalde, acompañado del presidente de la Comisión de Obras, señor Peña, estuvo ayer en el Hipódromo de Lasarte con objeto de ver las obras que allí son necesarias para la celebración de las carreras de caballos. — [658, 1647, 958, 1699]
section-rule — [1305, 1701, 1613, 1702]
news-paragraph: Todo ello supone un aumento de diez y seis céntimos en kilogramo, no obstante lo cual, las mencionadas casas mantienen los precios primitivos, haciendo un gran sacrificio. — [1305, 412, 1613, 451]
news-paragraph: En él se aprobaron las reformas introducidas en el partido; y después, el presidente del Consejo dió cuenta de la situación internacional y de la política interior. — [32, 821, 328, 860]
news-paragraph: —Ídem ídem a los señores don Pedro Elizarán e Hijo dos casas en el ángulo de la calle Matía con la Avenida de Iguelde. — [342, 1573, 640, 1598]
news-paragraph: Los legados en favor del Ayuntamiento. — El señor Altolaguirre propone que la Comisión de Hacienda se encargue de cumplir el acuerdo de la Permanente de invertir en títulos de la Deuda Pública 80.000 pesetas procedentes del legado de don Martín Tabuyo. Así se acuerda. — [342, 1655, 640, 1721]
various-subhead: El Gobierno, de vacaciones.-Las mejoras del clero.-La industria nacional. — [1332, 149, 1586, 207]
section-rule — [658, 1085, 958, 1088]
asamblea-headline: La Asamblea de Municipios españoles — [666, 1119, 950, 1166]
news-paragraph: Comentando esta reunión, cuya importancia ha de resaltar, "Le Petit Parisien" dice que Abd-el-Krim parece haber llegado a una comprensión más exacta de la verdadera situación, dándose cuenta de que no tiene otro camino para llegar al logro de algún resultado, que negociar directamente con Francia y España. — [973, 858, 1289, 923]
news-paragraph: Un ejemplar de la primera edición en folio de Shakespeare, de fecha de 1623, ha sido vendido en 8.500 libras. — [32, 1752, 328, 1778]
news-item-heading: UN MANUSCRITO DE MILTON HA SIDO VENDIDO POR 7.000 LIBRAS ESTERLINAS — [49, 1666, 311, 1696]
news-paragraph: Don Eduardo Melcer, representante de Casa Metzger, de Barcelona, por 14.268 pesetas. — [658, 1285, 958, 1311]
news-paragraph: Las potencias han adelantado al poder ejecutivo provisional medio millón de dólares para que pueda pagar la policía que no ha recibido sus haberes desde hace siete meses. — [342, 372, 640, 410]
news-paragraph: París. — El grupo socialista ha deliberado acerca de la línea de conducta a seguir en el curso de los debates financieros. — [32, 462, 328, 488]
news-paragraph: Después de una larga discusión, el grupo acordó por veinte votos contra once, abstenerse en todas las votaciones en que el Gobierno presente la cuestión de confianza. — [32, 490, 328, 529]
news-paragraph: El ministro de Hacienda ha sido visitado esta mañana por una comisión de diputados provinciales representantes de las provincias de La Coruña, Orense y Pontevedra, para hablarle de varios asuntos locales. Después recibió al gobernador de Vizcaya. — [1305, 821, 1613, 873]
news-paragraph: En cuanto a tal versión hay quien afirma y sostiene con gran firmeza, que no ha existido ni un sólo instante el propósito de pactar con el cabecilla rebelde. — [973, 557, 1289, 596]
news-paragraph: —Ídem cruces rojas de primera clase, pensionadas en 500 pesetas por una sola vez, a varios individuos. — [658, 603, 958, 629]
news-paragraph: Con la celebrada esta tarde han terminado las sesiones celebradas por el Consejo Superior de Cámaras de Comercio, que ha venido reuniéndose durante varios días por la mañana y por la tarde. — [1305, 1150, 1613, 1189]
article-body — [973, 1625, 1289, 1665]
news-paragraph: Esta escuadra estará compuesta por dos "dreadnoughts", cuatro cruceros, un "destroyer", cuatro torpederos y cuatro sumergibles. — [32, 1022, 328, 1061]
news-paragraph: El viaje de regreso lo emprenderá Mussolini el día 18; y el 20 marchará a Milán, donde permanecerá hasta el 24. Durante su estancia visitará la Feria Muestrario. — [32, 1134, 328, 1172]
news-paragraph: Después se eligió al nuevo Directorio, que ha de comenzar a regir desde el día 7 de Abril. — [32, 904, 328, 930]
news-paragraph: Obras en Amara. — A continuación son aprobados los siguientes informes de Obras: — [342, 1446, 640, 1472]
article-body — [1305, 232, 1613, 1338]
news-paragraph: De Guerra: Disponiendo que pasen a la reserva el general de división don Federico Losano, y el de brigada don Carlos las Heras. — [658, 405, 958, 445]
archive-watermark: DONOSTIAKO UDAL LIBURUTEGIA - BIBLIOTECA MUNICIPAL DE SAN SEBASTIAN — [606, 1, 1037, 13]
